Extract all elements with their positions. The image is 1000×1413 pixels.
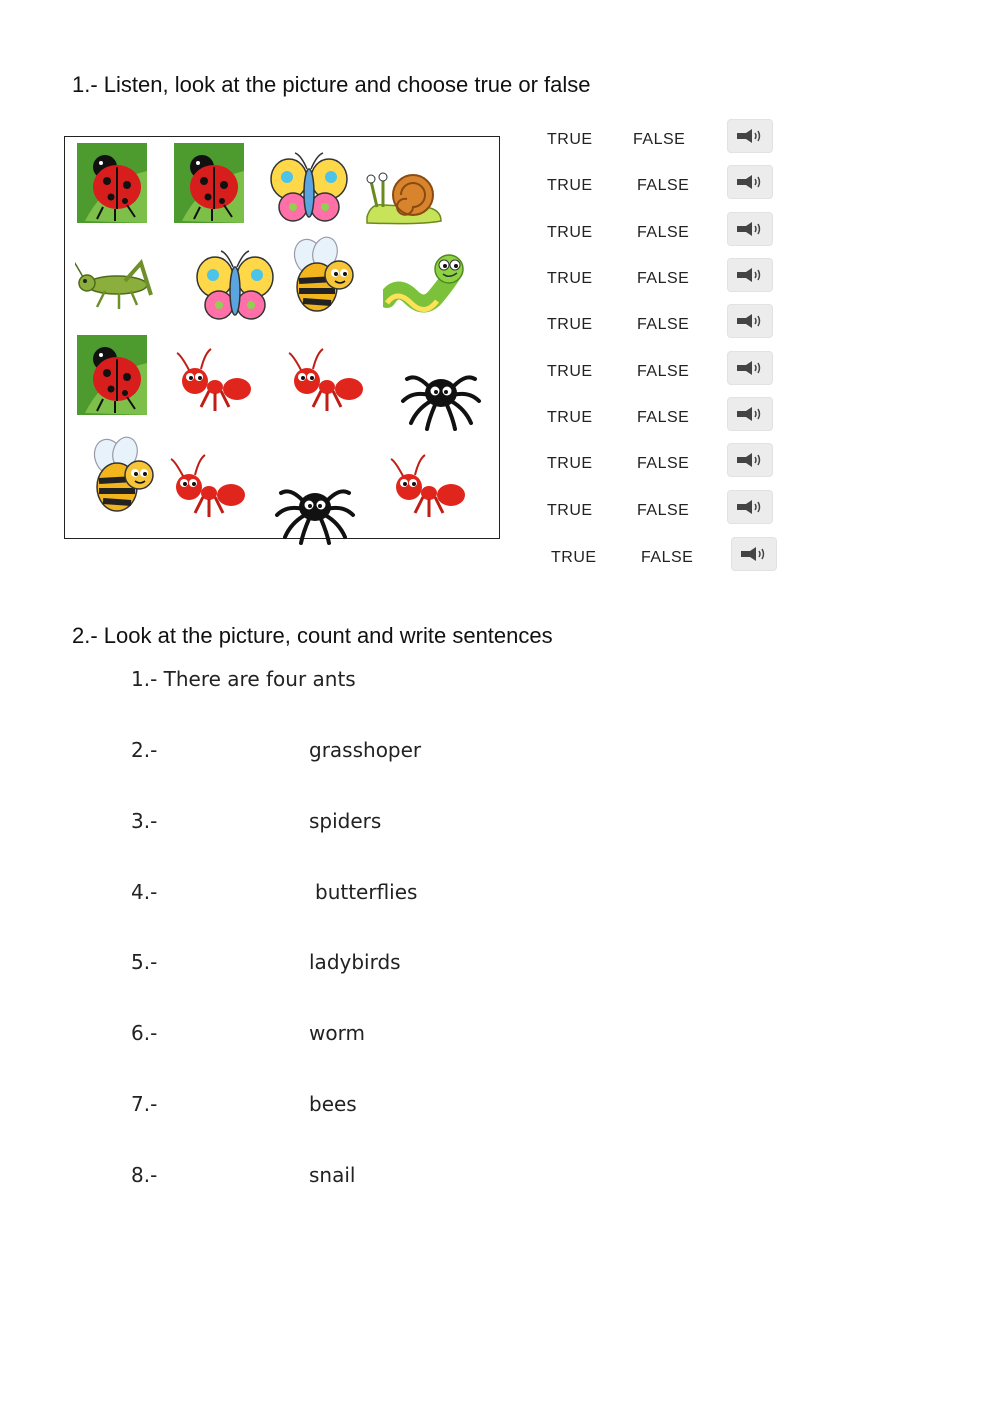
true-option[interactable]: TRUE: [547, 224, 593, 241]
ant-image: [171, 337, 255, 421]
spider-image: [273, 463, 357, 547]
tf-row: [547, 363, 787, 399]
audio-button[interactable]: [727, 212, 773, 246]
false-option[interactable]: FALSE: [637, 502, 690, 519]
false-option[interactable]: FALSE: [637, 316, 690, 333]
speaker-icon: [737, 268, 763, 282]
audio-button[interactable]: [731, 537, 777, 571]
false-option[interactable]: FALSE: [641, 549, 694, 566]
sentence-item: [131, 1092, 531, 1120]
butterfly-image: [193, 245, 277, 329]
ladybird-image: [75, 141, 159, 225]
false-option[interactable]: FALSE: [637, 363, 690, 380]
tf-row: [547, 131, 787, 167]
speaker-icon: [737, 453, 763, 467]
section2-title: 2.- Look at the picture, count and write sentences: [72, 623, 553, 648]
worm-image: [383, 243, 467, 327]
tf-row: [547, 224, 787, 260]
ladybird-image: [172, 141, 256, 225]
sentence-number: 3.-: [131, 809, 158, 833]
tf-row: [547, 409, 787, 445]
sentence-word: bees: [309, 1092, 357, 1116]
audio-button[interactable]: [727, 443, 773, 477]
true-option[interactable]: TRUE: [547, 363, 593, 380]
sentence-word: ladybirds: [309, 950, 401, 974]
audio-button[interactable]: [727, 351, 773, 385]
bee-image: [79, 435, 163, 519]
audio-button[interactable]: [727, 119, 773, 153]
sentence-item: [131, 1163, 531, 1191]
sentence-word: butterflies: [315, 880, 418, 904]
ant-image: [283, 337, 367, 421]
sentence-word: grasshoper: [309, 738, 422, 762]
false-option[interactable]: FALSE: [633, 131, 686, 148]
ant-image: [385, 443, 469, 527]
false-option[interactable]: FALSE: [637, 177, 690, 194]
sentence-number: 5.-: [131, 950, 158, 974]
tf-row: [547, 316, 787, 352]
speaker-icon: [737, 129, 763, 143]
sentence-word: worm: [309, 1021, 365, 1045]
sentence-item: [131, 880, 531, 908]
sentence-number: 6.-: [131, 1021, 158, 1045]
true-option[interactable]: TRUE: [551, 549, 597, 566]
butterfly-image: [267, 147, 351, 231]
snail-image: [361, 151, 445, 235]
tf-row: [547, 177, 787, 213]
sentence-word: snail: [309, 1163, 356, 1187]
tf-row: [547, 455, 787, 491]
sentence-number: 4.-: [131, 880, 158, 904]
false-option[interactable]: FALSE: [637, 455, 690, 472]
section1-title: 1.- Listen, look at the picture and choose true or false: [72, 72, 591, 97]
true-option[interactable]: TRUE: [547, 131, 593, 148]
sentence-item: [131, 738, 531, 766]
true-option[interactable]: TRUE: [547, 270, 593, 287]
true-option[interactable]: TRUE: [547, 316, 593, 333]
sentence-word: spiders: [309, 809, 382, 833]
true-option[interactable]: TRUE: [547, 177, 593, 194]
speaker-icon: [737, 175, 763, 189]
audio-button[interactable]: [727, 258, 773, 292]
speaker-icon: [737, 222, 763, 236]
sentence-number: 7.-: [131, 1092, 158, 1116]
speaker-icon: [737, 407, 763, 421]
true-option[interactable]: TRUE: [547, 455, 593, 472]
sentence-item: [131, 950, 531, 978]
example-sentence-text: 1.- There are four ants: [131, 667, 356, 691]
audio-button[interactable]: [727, 165, 773, 199]
sentence-number: 8.-: [131, 1163, 158, 1187]
bee-image: [279, 235, 363, 319]
grasshopper-image: [75, 243, 159, 327]
tf-row: [547, 502, 787, 538]
speaker-icon: [741, 547, 767, 561]
tf-row: [547, 270, 787, 306]
sentence-item: [131, 1021, 531, 1049]
false-option[interactable]: FALSE: [637, 270, 690, 287]
sentence-item: [131, 809, 531, 837]
true-option[interactable]: TRUE: [547, 502, 593, 519]
spider-image: [399, 349, 483, 433]
audio-button[interactable]: [727, 397, 773, 431]
sentence-number: 2.-: [131, 738, 158, 762]
ladybird-image: [75, 333, 159, 417]
false-option[interactable]: FALSE: [637, 224, 690, 241]
true-option[interactable]: TRUE: [547, 409, 593, 426]
insects-picture: [64, 136, 500, 539]
tf-row: [551, 549, 791, 585]
false-option[interactable]: FALSE: [637, 409, 690, 426]
speaker-icon: [737, 500, 763, 514]
audio-button[interactable]: [727, 490, 773, 524]
ant-image: [165, 443, 249, 527]
speaker-icon: [737, 361, 763, 375]
audio-button[interactable]: [727, 304, 773, 338]
speaker-icon: [737, 314, 763, 328]
